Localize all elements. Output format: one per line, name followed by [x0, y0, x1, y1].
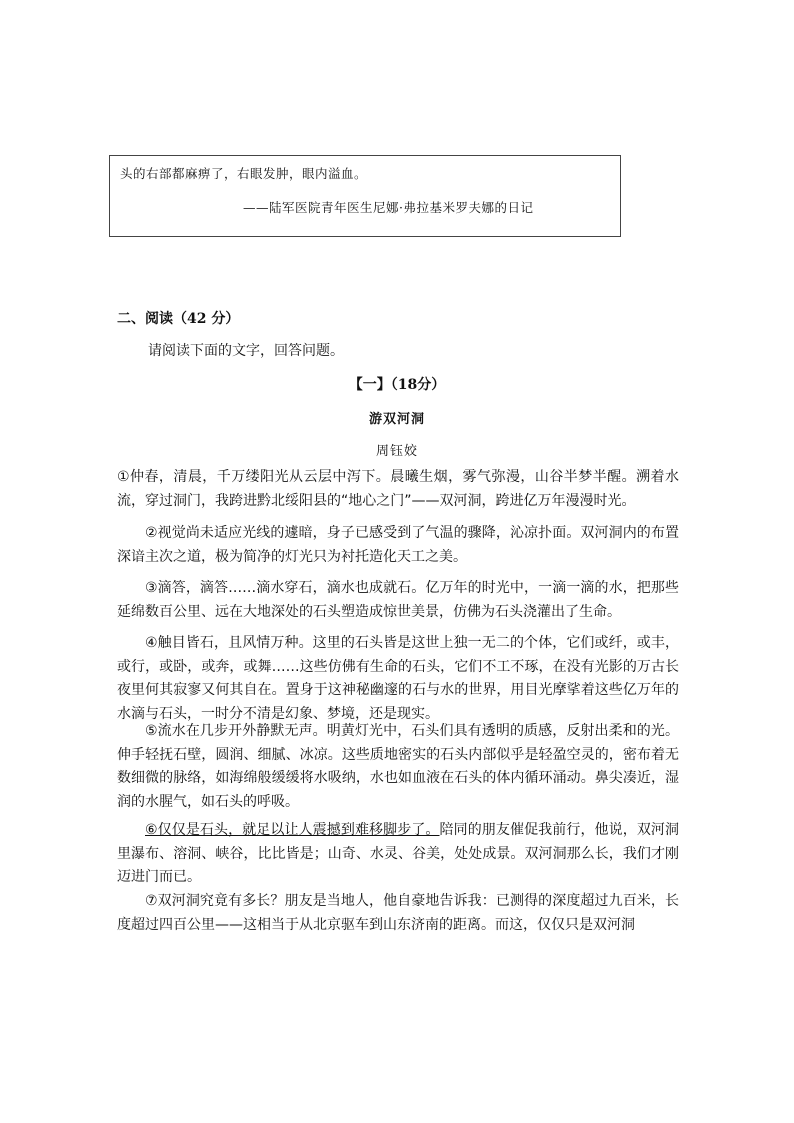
paragraph-7: ⑦双河洞究竟有多长？朋友是当地人，他自豪地告诉我：已测得的深度超过九百米，长度超过四百公里——这相当于从北京驱车到山东济南的距离。而这，仅仅只是双河洞	[117, 893, 679, 933]
essay-title: 游双河洞	[368, 412, 425, 427]
paragraph-1: ①仲春，清晨，千万缕阳光从云层中泻下。晨曦生烟，雾气弥漫，山谷半梦半醒。溯着水流，穿过洞门，我跨进黔北绥阳县的“地心之门”——双河洞，跨进亿万年漫漫时光。	[117, 469, 679, 509]
paragraph-3: ③滴答，滴答……滴水穿石，滴水也成就石。亿万年的时光中，一滴一滴的水，把那些延绵数百公里、远在大地深处的石头塑造成惊世美景，仿佛为石头浇灌出了生命。	[117, 580, 679, 620]
section-heading: 二、阅读（42 分）	[117, 311, 240, 327]
paragraph-6-rest: 陪同的朋友催促我前行，他说，双河洞里瀑布、溶洞、峡谷，比比皆是；山奇、水灵、谷美，处处成景。双河洞那么长，我们才刚迈进门而已。	[117, 822, 680, 885]
paragraph-2: ②视觉尚未适应光线的遽暗，身子已感受到了气温的骤降，沁凉扑面。双河洞内的布置深谙主次之道，极为简净的灯光只为衬托造化天工之美。	[117, 525, 679, 565]
paragraph-6	[117, 819, 679, 890]
quote-box	[109, 155, 621, 237]
part-title: 【一】（18分）	[348, 377, 446, 393]
paragraph-5: ⑤流水在几步开外静默无声。明黄灯光中，石头们具有透明的质感，反射出柔和的光。伸手轻抚石壁，圆润、细腻、冰凉。这些质地密实的石头内部似乎是轻盈空灵的，密布着无数细微的脉络，如海绵般缓缓将水吸纳，水也如血液在石头的体内循环涌动。鼻尖凑近，湿润的水腥气，如石头的呼吸。	[117, 723, 679, 810]
quote-text: 头的右部都麻痹了，右眼发肿，眼内溢血。	[120, 166, 368, 181]
essay-author: 周钰姣	[375, 444, 418, 459]
quote-attribution: ——陆军医院青年医生尼娜·弗拉基米罗夫娜的日记	[243, 200, 534, 215]
underlined-sentence: ⑥仅仅是石头，就足以让人震撼到难移脚步了。	[145, 822, 440, 838]
section-instruction: 请阅读下面的文字，回答问题。	[148, 343, 344, 359]
paragraph-4: ④触目皆石，且风情万种。这里的石头皆是这世上独一无二的个体，它们或纤，或丰，或行，或卧，或奔，或舞……这些仿佛有生命的石头，它们不工不琢，在没有光影的万古长夜里何其寂寥又何其自在。置身于这神秘幽邃的石与水的世界，用目光摩挲着这些亿万年的水滴与石头，一时分不清是幻象、梦境，还是现实。	[117, 635, 679, 722]
